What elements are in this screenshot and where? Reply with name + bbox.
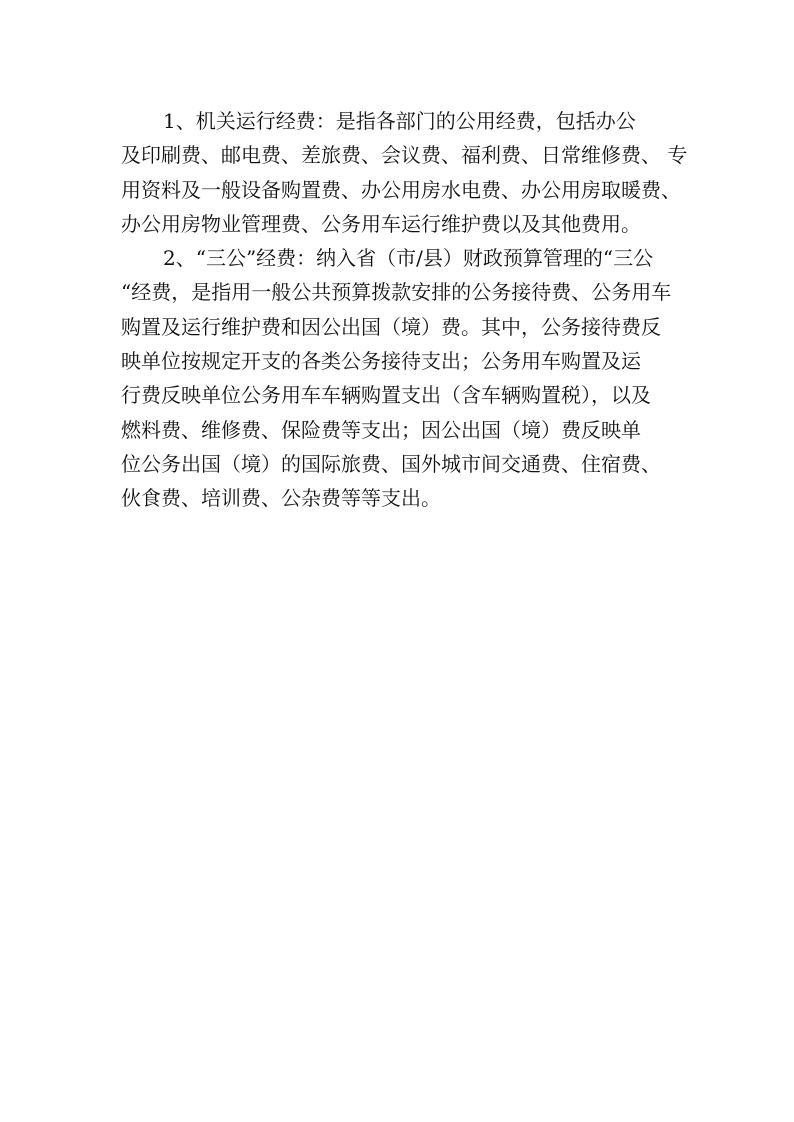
paragraph-line: 燃料费、维修费、保险费等支出；因公出国（境）费反映单 bbox=[121, 417, 641, 442]
paragraph-line: “经费，是指用一般公共预算拨款安排的公务接待费、公务用车 bbox=[121, 280, 672, 305]
document-body bbox=[121, 104, 691, 516]
paragraph-line: 2、“三公”经费：纳入省（市/县）财政预算管理的“三公 bbox=[163, 246, 654, 271]
paragraph-line: 行费反映单位公务用车车辆购置支出（含车辆购置税），以及 bbox=[121, 383, 651, 408]
paragraph-line: 用资料及一般设备购置费、办公用房水电费、办公用房取暖费、 bbox=[121, 177, 681, 202]
paragraph-line: 办公用房物业管理费、公务用车运行维护费以及其他费用。 bbox=[121, 211, 641, 236]
paragraph-three-public-expenses bbox=[121, 241, 691, 515]
paragraph-line: 1、机关运行经费：是指各部门的公用经费，包括办公 bbox=[163, 109, 636, 133]
paragraph-line: 及印刷费、邮电费、差旅费、会议费、福利费、日常维修费、 专 bbox=[121, 143, 688, 168]
paragraph-line: 位公务出国（境）的国际旅费、国外城市间交通费、住宿费、 bbox=[121, 451, 661, 476]
paragraph-line: 购置及运行维护费和因公出国（境）费。其中，公务接待费反 bbox=[121, 314, 661, 339]
paragraph-line: 映单位按规定开支的各类公务接待支出；公务用车购置及运 bbox=[121, 349, 641, 374]
paragraph-line: 伙食费、培训费、公杂费等等支出。 bbox=[121, 486, 441, 511]
paragraph-operating-expenses bbox=[121, 104, 691, 241]
